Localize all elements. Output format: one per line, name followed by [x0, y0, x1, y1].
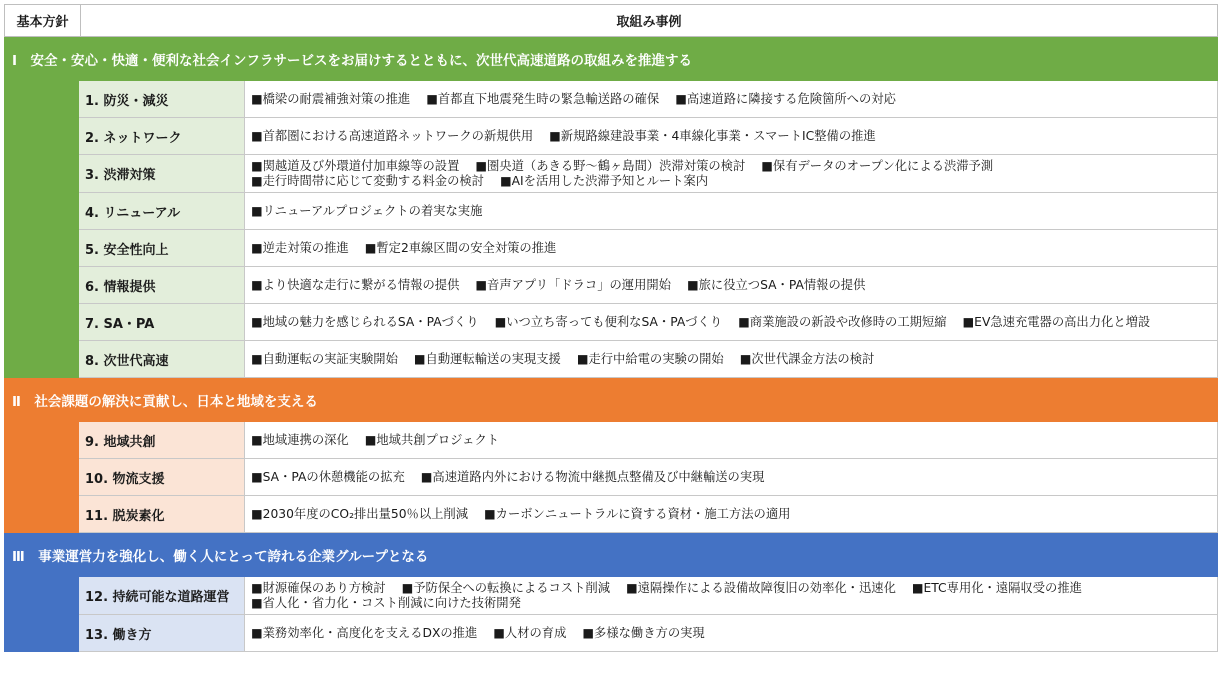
section-title: Ⅲ 事業運営力を強化し、働く人にとって誇れる企業グループとなる	[4, 533, 1218, 577]
initiatives-cell	[245, 422, 1218, 458]
initiatives-cell	[245, 341, 1218, 377]
initiative-item: ■ 旅に役立つSA・PA情報の提供	[687, 278, 865, 292]
initiative-item: ■ ETC専用化・遠隔収受の推進	[912, 581, 1082, 595]
table-row	[79, 267, 1218, 304]
initiatives-cell	[245, 267, 1218, 303]
initiative-item: ■ 人材の育成	[493, 626, 566, 640]
category-label: 3. 渋滞対策	[79, 155, 245, 192]
initiative-item: ■ 地域共創プロジェクト	[365, 433, 499, 447]
initiative-item: ■ 保有データのオープン化による渋滞予測	[761, 159, 993, 173]
section-sidebar	[4, 577, 79, 652]
initiative-item: ■ 省人化・省力化・コスト削減に向けた技術開発	[251, 596, 521, 610]
header-initiatives: 取組み事例	[616, 15, 682, 30]
table-row	[79, 155, 1218, 193]
category-label: 10. 物流支援	[79, 459, 245, 495]
initiative-item: ■ 自動運転の実証実験開始	[251, 352, 398, 366]
category-label: 13. 働き方	[79, 615, 245, 651]
policy-table	[4, 4, 1218, 652]
table-header	[4, 4, 1218, 37]
category-label: 5. 安全性向上	[79, 230, 245, 266]
initiatives-cell	[245, 615, 1218, 651]
section-rows	[4, 422, 1218, 533]
initiative-item: ■ SA・PAの休憩機能の拡充	[251, 470, 405, 484]
section-1	[4, 37, 1218, 378]
initiative-item: ■ 高速道路内外における物流中継拠点整備及び中継輸送の実現	[421, 470, 765, 484]
initiative-item: ■ 遠隔操作による設備故障復旧の効率化・迅速化	[626, 581, 896, 595]
table-row	[79, 304, 1218, 341]
initiative-item: ■ 予防保全への転換によるコスト削減	[402, 581, 610, 595]
initiative-item: ■ 暫定2車線区間の安全対策の推進	[365, 241, 557, 255]
section-sidebar	[4, 422, 79, 533]
header-basic-policy: 基本方針	[5, 5, 81, 36]
initiative-item: ■ 走行中給電の実験の開始	[577, 352, 724, 366]
initiative-item: ■ 新規路線建設事業・4車線化事業・スマートIC整備の推進	[549, 129, 876, 143]
section-3	[4, 533, 1218, 652]
table-row	[79, 459, 1218, 496]
initiatives-cell	[245, 230, 1218, 266]
initiative-item: ■ 関越道及び外環道付加車線等の設置	[251, 159, 459, 173]
category-label: 2. ネットワーク	[79, 118, 245, 154]
table-row	[79, 341, 1218, 378]
category-label: 9. 地域共創	[79, 422, 245, 458]
category-label: 4. リニューアル	[79, 193, 245, 229]
initiative-item: ■ いつ立ち寄っても便利なSA・PAづくり	[495, 315, 723, 329]
table-row	[79, 496, 1218, 533]
category-label: 12. 持続可能な道路運営	[79, 577, 245, 614]
initiative-item: ■ 地域の魅力を感じられるSA・PAづくり	[251, 315, 479, 329]
initiative-item: ■ AIを活用した渋滞予知とルート案内	[500, 174, 708, 188]
initiative-item: ■ 財源確保のあり方検討	[251, 581, 386, 595]
section-2	[4, 378, 1218, 533]
initiative-item: ■ EV急速充電器の高出力化と増設	[963, 315, 1151, 329]
initiatives-cell	[245, 118, 1218, 154]
section-title: Ⅰ 安全・安心・快適・便利な社会インフラサービスをお届けするとともに、次世代高速道路の取組みを推進する	[4, 37, 1218, 81]
table-row	[79, 193, 1218, 230]
initiatives-cell	[245, 81, 1218, 117]
section-rows	[4, 577, 1218, 652]
initiative-item: ■ 橋梁の耐震補強対策の推進	[251, 92, 410, 106]
category-label: 8. 次世代高速	[79, 341, 245, 377]
initiative-item: ■ 多様な働き方の実現	[582, 626, 704, 640]
initiative-item: ■ 地域連携の深化	[251, 433, 349, 447]
initiatives-cell	[245, 496, 1218, 532]
table-row	[79, 422, 1218, 459]
table-row	[79, 577, 1218, 615]
section-rows	[4, 81, 1218, 378]
category-label: 6. 情報提供	[79, 267, 245, 303]
section-title: Ⅱ 社会課題の解決に貢献し、日本と地域を支える	[4, 378, 1218, 422]
initiative-item: ■ 首都圏における高速道路ネットワークの新規供用	[251, 129, 533, 143]
initiative-item: ■ 首都直下地震発生時の緊急輸送路の確保	[426, 92, 659, 106]
initiative-item: ■ 自動運転輸送の実現支援	[414, 352, 561, 366]
initiative-item: ■ 2030年度のCO₂排出量50％以上削減	[251, 507, 468, 521]
category-label: 11. 脱炭素化	[79, 496, 245, 532]
section-sidebar	[4, 81, 79, 378]
initiative-item: ■ 商業施設の新設や改修時の工期短縮	[738, 315, 946, 329]
initiative-item: ■ 圏央道（あきる野～鶴ヶ島間）渋滞対策の検討	[475, 159, 745, 173]
initiatives-cell	[245, 577, 1218, 614]
initiatives-cell	[245, 155, 1218, 192]
initiative-item: ■ 音声アプリ「ドラコ」の運用開始	[475, 278, 671, 292]
table-row	[79, 230, 1218, 267]
initiative-item: ■ 次世代課金方法の検討	[740, 352, 875, 366]
initiative-item: ■ カーボンニュートラルに資する資材・施工方法の適用	[484, 507, 790, 521]
initiative-item: ■ 走行時間帯に応じて変動する料金の検討	[251, 174, 484, 188]
table-row	[79, 118, 1218, 155]
initiatives-cell	[245, 304, 1218, 340]
initiatives-cell	[245, 459, 1218, 495]
category-label: 7. SA・PA	[79, 304, 245, 340]
initiative-item: ■ 業務効率化・高度化を支えるDXの推進	[251, 626, 477, 640]
initiative-item: ■ 高速道路に隣接する危険箇所への対応	[675, 92, 896, 106]
table-row	[79, 81, 1218, 118]
initiative-item: ■ リニューアルプロジェクトの着実な実施	[251, 204, 482, 218]
initiatives-cell	[245, 193, 1218, 229]
table-row	[79, 615, 1218, 652]
initiative-item: ■ 逆走対策の推進	[251, 241, 349, 255]
initiative-item: ■ より快適な走行に繋がる情報の提供	[251, 278, 459, 292]
category-label: 1. 防災・減災	[79, 81, 245, 117]
